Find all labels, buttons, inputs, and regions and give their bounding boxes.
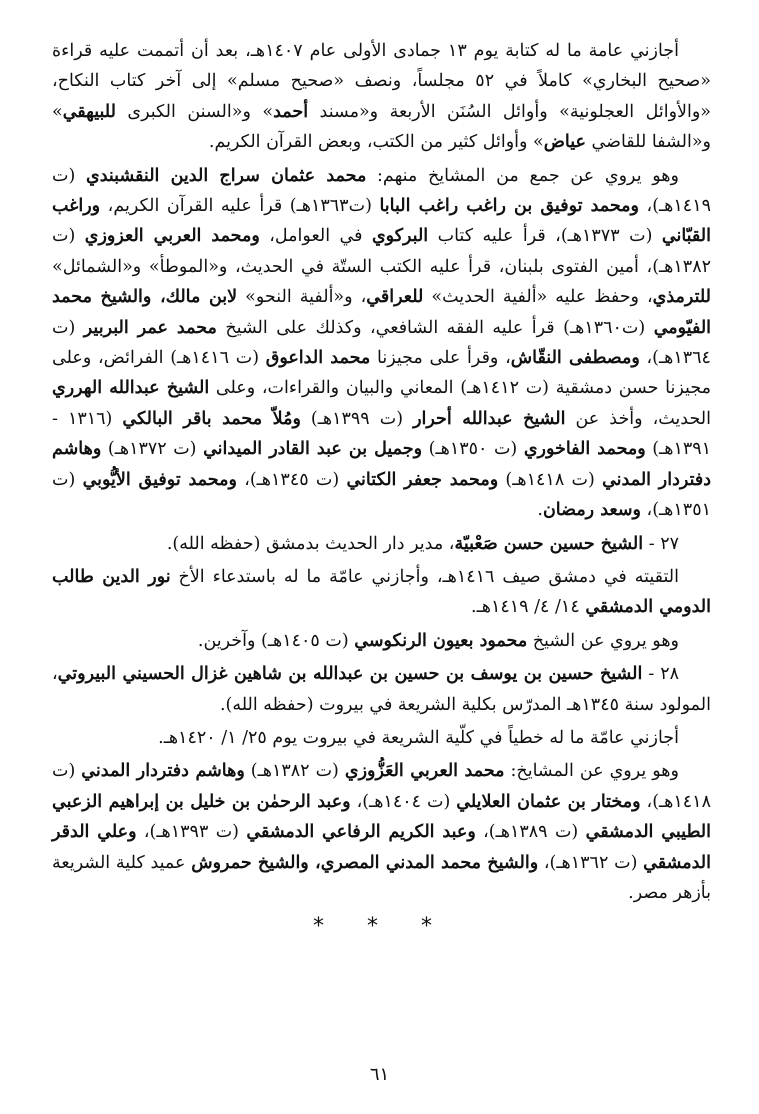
page-number: ٦١ xyxy=(369,1064,390,1085)
entry-28-teachers: وهو يروي عن المشايخ: محمد العربي العَزُّوزي (ت ١٣٨٢هـ) وهاشم دفتردار المدني (ت ١٤١٨هـ)، ومختار بن عثمان العلايلي (ت ١٤٠٤هـ)، وعبد الرحمٰن بن خليل بن إبراهيم الزعبي الطيبي الدمشقي (ت ١٣٨٩هـ)، وعبد الكريم الرفاعي الدمشقي (ت ١٣٩٣هـ)، وعلي الدقر الدمشقي (ت ١٣٦٢هـ)، والشيخ محمد المدني المصري، والشيخ حمروش عميد كلية الشريعة بأزهر مصر. xyxy=(52,761,711,903)
entry-28-ijaza: أجازني عامّة ما له خطياً في كلّية الشريعة في بيروت يوم ٢٥/ ١/ ١٤٢٠هـ. xyxy=(158,727,679,748)
paragraph-ijaza-bukhari: أجازني عامة ما له كتابة يوم ١٣ جمادى الأولى عام ١٤٠٧هـ، بعد أن أتممت عليه قراءة «صحيح البخاري» كاملاً في ٥٢ مجلساً، ونصف «صحيح مسلم» إلى آخر كتاب النكاح، «والأوائل العجلونية» وأوائل السُنَن الأربعة و«مسند أحمد» و«السنن الكبرى للبيهقي» و«الشفا للقاضي عياض» وأوائل كثير من الكتب، وبعض القرآن الكريم. xyxy=(52,41,712,153)
entry-27-teachers: وهو يروي عن الشيخ محمود بعيون الرنكوسي (ت ١٤٠٥هـ) وآخرين. xyxy=(197,630,679,651)
book-page-body xyxy=(52,36,711,943)
paragraph-teachers-list: وهو يروي عن جمع من المشايخ منهم: محمد عثمان سراج الدين النقشبندي (ت ١٤١٩هـ)، ومحمد توفيق بن راغب راغب البابا (ت١٣٦٣هـ) قرأ عليه القرآن الكريم، وراغب القبّاني (ت ١٣٧٣هـ)، قرأ عليه كتاب البركوي في العوامل، ومحمد العربي العزوزي (ت ١٣٨٢هـ)، أمين الفتوى بلبنان، قرأ عليه الكتب الستّة في الحديث، و«الموطأ» و«الشمائل» للترمذي، وحفظ عليه «ألفية الحديث» للعراقي، و«ألفية النحو» لابن مالك، والشيخ محمد الفيّومي (ت١٣٦٠هـ) قرأ عليه الفقه الشافعي، وكذلك على الشيخ محمد عمر البربير (ت ١٣٦٤هـ)، ومصطفى النقّاش، وقرأ على مجيزنا محمد الداعوق (ت ١٤١٦هـ) الفرائض، وعلى مجيزنا حسن دمشقية (ت ١٤١٢هـ) المعاني والبيان والقراءات، وعلى الشيخ عبدالله الهرري الحديث، وأخذ عن الشيخ عبدالله أحرار (ت ١٣٩٩هـ) ومُلاّ محمد باقر البالكي (١٣١٦ - ١٣٩١هـ) ومحمد الفاخوري (ت ١٣٥٠هـ) وجميل بن عبد القادر الميداني (ت ١٣٧٢هـ) وهاشم دفتردار المدني (ت ١٤١٨هـ) ومحمد جعفر الكتاني (ت ١٣٤٥هـ)، ومحمد توفيق الأيُّوبي (ت ١٣٥١هـ)، وسعد رمضان. xyxy=(52,165,712,521)
entry-27-heading: ٢٧ - الشيخ حسين حسن صَعْبيّة، مدير دار الحديث بدمشق (حفظه الله). xyxy=(166,533,679,554)
entry-28-heading: ٢٨ - الشيخ حسين بن يوسف بن حسين بن عبدالله بن شاهين غزال الحسيني البيروتي، المولود سنة ١٣٤٥هـ المدرّس بكلية الشريعة في بيروت (حفظه الله). xyxy=(52,664,711,715)
section-ornament-stars: * * * xyxy=(313,914,450,940)
entry-27-ijaza: التقيته في دمشق صيف ١٤١٦هـ، وأجازني عامّة ما له باستدعاء الأخ نور الدين طالب الدومي الدمشقي ١٤/ ٤/ ١٤١٩هـ. xyxy=(52,566,711,618)
